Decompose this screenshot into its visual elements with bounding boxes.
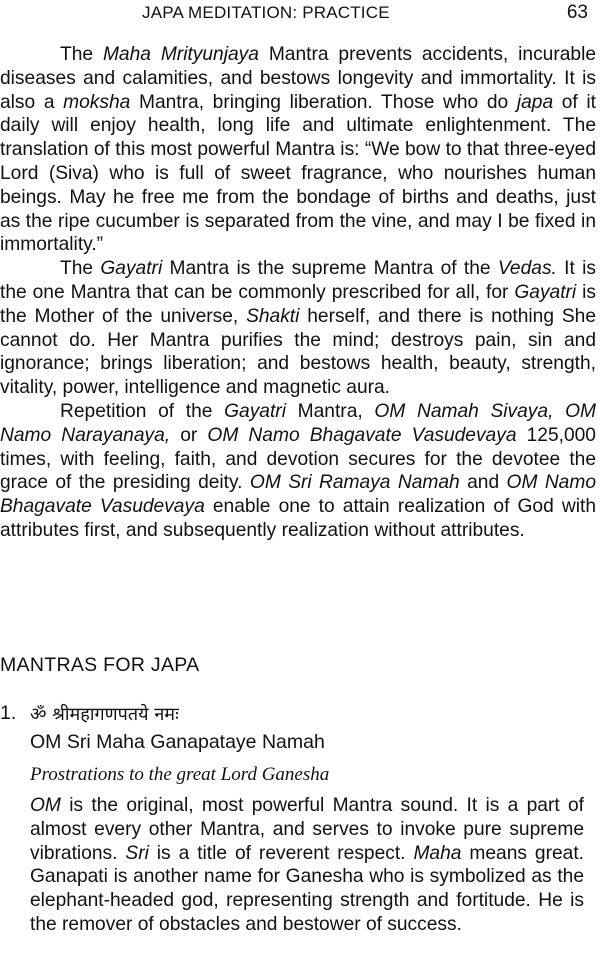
devanagari-mantra: ॐ श्रीमहागणपतये नमः	[30, 704, 179, 725]
body-text	[0, 43, 596, 543]
text-run: enable one to attain realization of God with attributes first, and subsequently realization without attributes.	[0, 496, 596, 541]
text-run: Mantra prevents accidents, incurable diseases and calamities, and bestows longevity and immortality. It is also a	[0, 44, 597, 113]
italic-term: moksha	[63, 91, 131, 113]
text-run: Mantra, bringing liberation. Those who do	[130, 91, 517, 113]
italic-term: Shakti	[246, 305, 300, 327]
paragraph-gayatri	[0, 257, 596, 400]
page-header	[0, 3, 600, 29]
text-run: 125,000 times, with feeling, faith, and devotion secures for the devotee the grace of the presiding deity.	[0, 424, 596, 494]
text-run: It is the one Mantra that can be commonly prescribed for all, for	[0, 258, 596, 303]
text-run: Repetition of the	[60, 400, 225, 422]
mantra-translation: Prostrations to the great Lord Ganesha	[30, 764, 330, 785]
italic-term: OM Namah Sivaya, OM Namo Narayanaya,	[0, 400, 596, 446]
text-run: is the Mother of the universe,	[0, 281, 596, 327]
text-run: The	[60, 44, 103, 65]
item-number: 1.	[0, 702, 17, 724]
italic-term: Vedas.	[497, 258, 557, 280]
italic-term: OM Namo Bhagavate Vasudevaya	[207, 424, 517, 446]
text-run: means great. Ganapati is another name for Ganesha who is symbolized as the elephant-headed god, representing strength and fortitude. He is the remover of obstacles and bestower of success.	[30, 842, 584, 935]
text-run: Mantra is the supreme Mantra of the	[162, 258, 498, 280]
italic-term: Gayatri	[100, 258, 163, 280]
text-run: is a title of reverent respect.	[148, 842, 414, 864]
text-run: is the original, most powerful Mantra sound. It is a part of almost every other Mantra, and serves to invoke pure supreme vibrations.	[30, 795, 584, 864]
italic-term: Maha Mrityunjaya	[102, 44, 259, 65]
text-run: of it daily will enjoy health, long life and ultimate enlightenment. The translation of this most powerful Mantra is: “We bow to that three-eyed Lord (Siva) who is full of sweet fragrance, who nourishes human beings. May he free me from the bondage of births and deaths, just as the ripe cucumber is separated from the vine, and may I be fixed in immortality.”	[0, 91, 596, 256]
text-run: herself, and there is nothing She cannot do. Her Mantra purifies the mind; destroys pain, sin and ignorance; brings liberation; and bestows health, beauty, strength, vitality, power, intelligence and magnetic aura.	[0, 305, 596, 399]
italic-term: Gayatri	[514, 281, 577, 303]
text-run: The	[60, 258, 101, 280]
page-number: 63	[566, 2, 588, 23]
italic-term: OM Namo Bhagavate Vasudevaya	[0, 472, 597, 518]
paragraph-repetition	[0, 400, 596, 543]
mantra-transliteration: OM Sri Maha Ganapataye Namah	[30, 731, 325, 753]
text-run: Mantra,	[285, 400, 375, 422]
italic-term: Maha	[413, 842, 462, 864]
italic-term: Gayatri	[224, 400, 286, 422]
italic-term: OM Sri Ramaya Namah	[249, 472, 460, 494]
text-run: or	[170, 424, 208, 446]
italic-term: OM	[30, 795, 61, 816]
text-run: and	[459, 472, 507, 494]
italic-term: Sri	[125, 842, 149, 864]
section-heading: MANTRAS FOR JAPA	[0, 654, 200, 676]
paragraph-maha-mrityunjaya	[0, 43, 596, 257]
italic-term: japa	[516, 91, 554, 113]
mantra-explanation	[30, 794, 584, 937]
running-head: JAPA MEDITATION: PRACTICE	[142, 3, 390, 22]
